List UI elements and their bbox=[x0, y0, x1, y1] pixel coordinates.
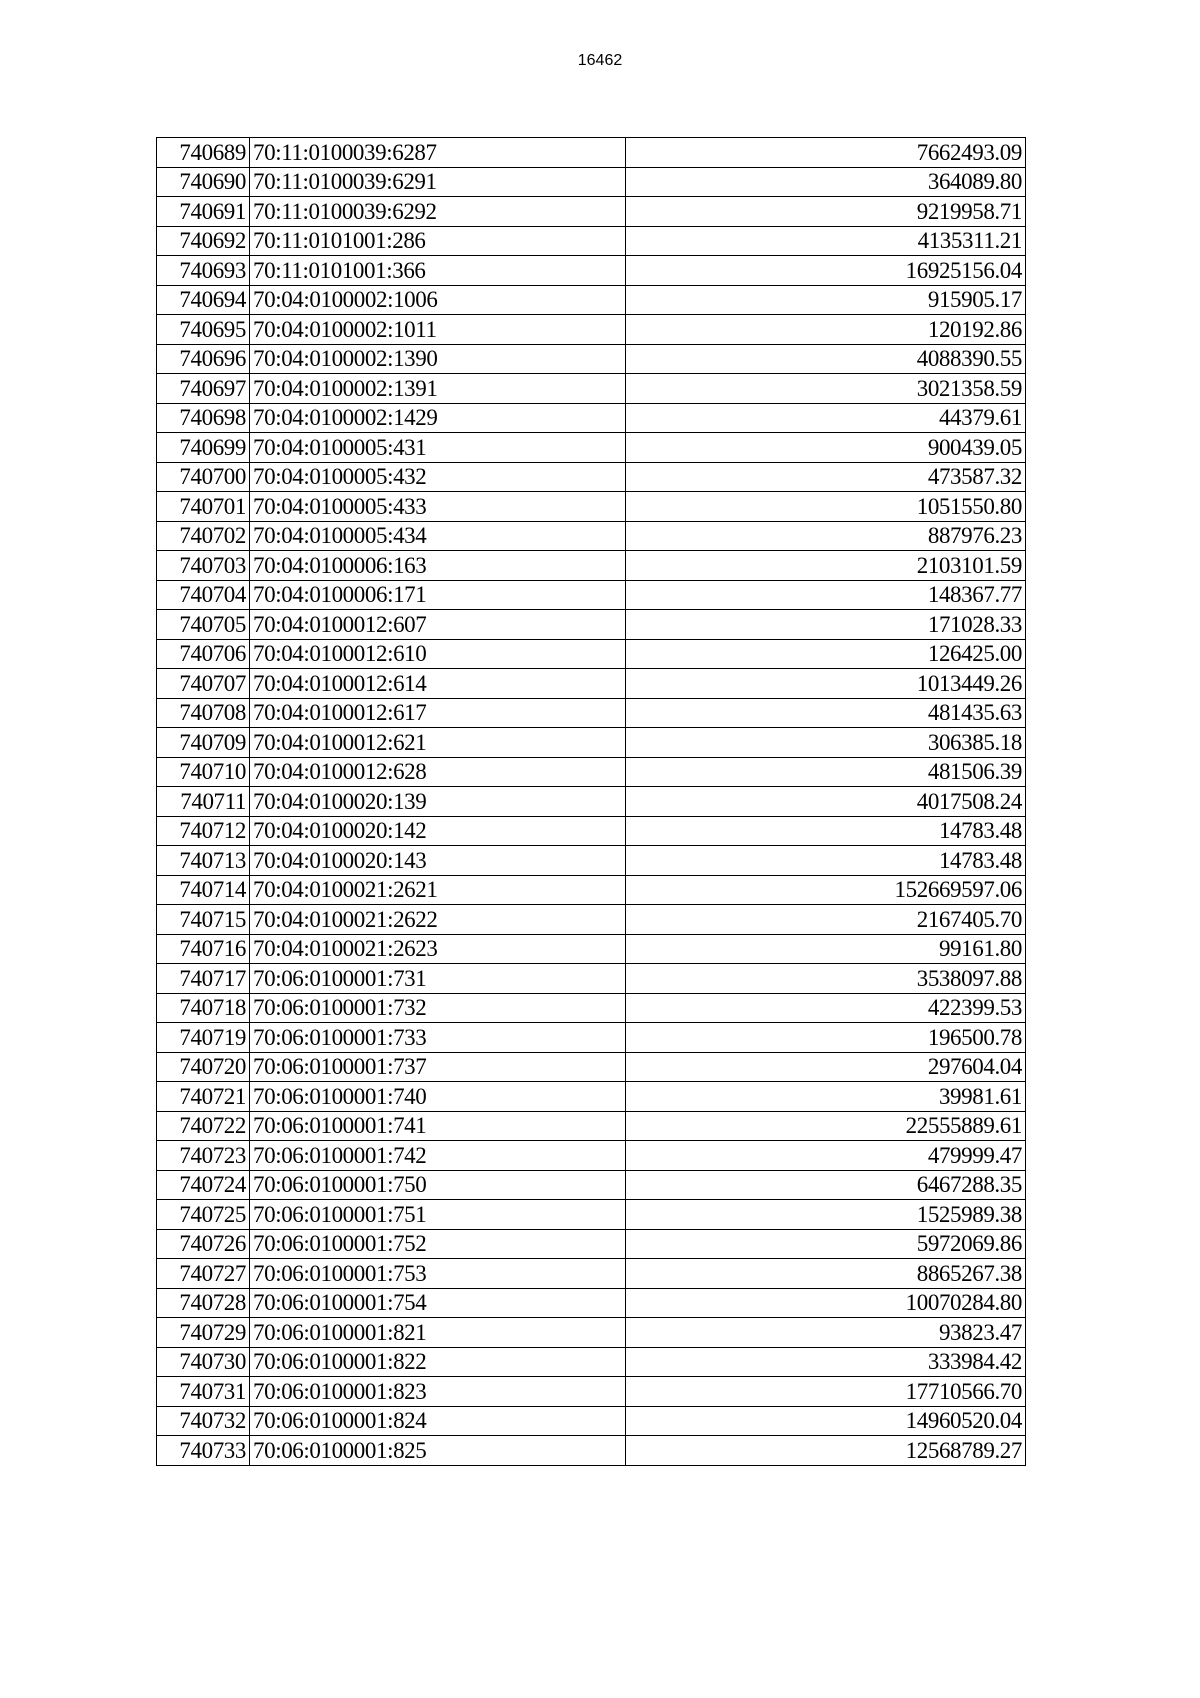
value-cell: 10070284.80 bbox=[626, 1288, 1026, 1318]
cadastral-number-cell: 70:04:0100002:1011 bbox=[250, 315, 626, 345]
row-number-cell: 740698 bbox=[157, 403, 250, 433]
cadastral-number-cell: 70:06:0100001:733 bbox=[250, 1023, 626, 1053]
row-number-cell: 740699 bbox=[157, 433, 250, 463]
value-cell: 196500.78 bbox=[626, 1023, 1026, 1053]
table-row bbox=[157, 315, 1026, 345]
cadastral-number-cell: 70:06:0100001:741 bbox=[250, 1111, 626, 1141]
row-number-cell: 740729 bbox=[157, 1318, 250, 1348]
table-row bbox=[157, 226, 1026, 256]
cadastral-number-cell: 70:06:0100001:823 bbox=[250, 1377, 626, 1407]
value-cell: 1525989.38 bbox=[626, 1200, 1026, 1230]
page-number: 16462 bbox=[577, 52, 623, 69]
cadastral-number-cell: 70:04:0100021:2622 bbox=[250, 905, 626, 935]
value-cell: 4017508.24 bbox=[626, 787, 1026, 817]
value-cell: 7662493.09 bbox=[626, 138, 1026, 168]
value-cell: 915905.17 bbox=[626, 285, 1026, 315]
value-cell: 2167405.70 bbox=[626, 905, 1026, 935]
cadastral-number-cell: 70:04:0100012:621 bbox=[250, 728, 626, 758]
row-number-cell: 740709 bbox=[157, 728, 250, 758]
row-number-cell: 740704 bbox=[157, 580, 250, 610]
registry-table bbox=[156, 137, 1026, 1466]
cadastral-number-cell: 70:04:0100020:142 bbox=[250, 816, 626, 846]
table-row bbox=[157, 285, 1026, 315]
cadastral-number-cell: 70:11:0100039:6291 bbox=[250, 167, 626, 197]
row-number-cell: 740725 bbox=[157, 1200, 250, 1230]
row-number-cell: 740733 bbox=[157, 1436, 250, 1466]
table-row bbox=[157, 1259, 1026, 1289]
cadastral-number-cell: 70:04:0100020:143 bbox=[250, 846, 626, 876]
cadastral-number-cell: 70:04:0100002:1006 bbox=[250, 285, 626, 315]
table-row bbox=[157, 521, 1026, 551]
row-number-cell: 740718 bbox=[157, 993, 250, 1023]
cadastral-number-cell: 70:04:0100021:2623 bbox=[250, 934, 626, 964]
row-number-cell: 740690 bbox=[157, 167, 250, 197]
cadastral-number-cell: 70:06:0100001:752 bbox=[250, 1229, 626, 1259]
table-row bbox=[157, 433, 1026, 463]
row-number-cell: 740719 bbox=[157, 1023, 250, 1053]
value-cell: 1051550.80 bbox=[626, 492, 1026, 522]
row-number-cell: 740723 bbox=[157, 1141, 250, 1171]
value-cell: 12568789.27 bbox=[626, 1436, 1026, 1466]
value-cell: 3021358.59 bbox=[626, 374, 1026, 404]
cadastral-number-cell: 70:04:0100012:628 bbox=[250, 757, 626, 787]
cadastral-number-cell: 70:04:0100002:1391 bbox=[250, 374, 626, 404]
value-cell: 8865267.38 bbox=[626, 1259, 1026, 1289]
table-row bbox=[157, 757, 1026, 787]
row-number-cell: 740731 bbox=[157, 1377, 250, 1407]
row-number-cell: 740714 bbox=[157, 875, 250, 905]
table-row bbox=[157, 964, 1026, 994]
table-row bbox=[157, 1082, 1026, 1112]
cadastral-number-cell: 70:04:0100005:431 bbox=[250, 433, 626, 463]
row-number-cell: 740706 bbox=[157, 639, 250, 669]
value-cell: 171028.33 bbox=[626, 610, 1026, 640]
table-row bbox=[157, 138, 1026, 168]
value-cell: 1013449.26 bbox=[626, 669, 1026, 699]
table-row bbox=[157, 462, 1026, 492]
table-row bbox=[157, 403, 1026, 433]
table-row bbox=[157, 1170, 1026, 1200]
row-number-cell: 740696 bbox=[157, 344, 250, 374]
cadastral-number-cell: 70:04:0100012:607 bbox=[250, 610, 626, 640]
value-cell: 99161.80 bbox=[626, 934, 1026, 964]
cadastral-number-cell: 70:04:0100012:610 bbox=[250, 639, 626, 669]
row-number-cell: 740726 bbox=[157, 1229, 250, 1259]
table-row bbox=[157, 905, 1026, 935]
value-cell: 422399.53 bbox=[626, 993, 1026, 1023]
value-cell: 148367.77 bbox=[626, 580, 1026, 610]
row-number-cell: 740695 bbox=[157, 315, 250, 345]
table-row bbox=[157, 610, 1026, 640]
cadastral-number-cell: 70:04:0100005:434 bbox=[250, 521, 626, 551]
row-number-cell: 740722 bbox=[157, 1111, 250, 1141]
row-number-cell: 740701 bbox=[157, 492, 250, 522]
table-row bbox=[157, 728, 1026, 758]
cadastral-number-cell: 70:06:0100001:731 bbox=[250, 964, 626, 994]
row-number-cell: 740724 bbox=[157, 1170, 250, 1200]
cadastral-number-cell: 70:04:0100006:171 bbox=[250, 580, 626, 610]
registry-table-body bbox=[157, 138, 1026, 1466]
row-number-cell: 740703 bbox=[157, 551, 250, 581]
cadastral-number-cell: 70:11:0101001:286 bbox=[250, 226, 626, 256]
value-cell: 481435.63 bbox=[626, 698, 1026, 728]
table-row bbox=[157, 1141, 1026, 1171]
value-cell: 14783.48 bbox=[626, 816, 1026, 846]
table-row bbox=[157, 167, 1026, 197]
row-number-cell: 740697 bbox=[157, 374, 250, 404]
value-cell: 152669597.06 bbox=[626, 875, 1026, 905]
row-number-cell: 740700 bbox=[157, 462, 250, 492]
table-row bbox=[157, 1318, 1026, 1348]
table-row bbox=[157, 875, 1026, 905]
value-cell: 14960520.04 bbox=[626, 1406, 1026, 1436]
value-cell: 39981.61 bbox=[626, 1082, 1026, 1112]
value-cell: 479999.47 bbox=[626, 1141, 1026, 1171]
table-row bbox=[157, 1200, 1026, 1230]
row-number-cell: 740728 bbox=[157, 1288, 250, 1318]
table-row bbox=[157, 1436, 1026, 1466]
table-row bbox=[157, 344, 1026, 374]
cadastral-number-cell: 70:06:0100001:825 bbox=[250, 1436, 626, 1466]
cadastral-number-cell: 70:04:0100021:2621 bbox=[250, 875, 626, 905]
row-number-cell: 740732 bbox=[157, 1406, 250, 1436]
value-cell: 297604.04 bbox=[626, 1052, 1026, 1082]
table-row bbox=[157, 993, 1026, 1023]
cadastral-number-cell: 70:06:0100001:751 bbox=[250, 1200, 626, 1230]
value-cell: 120192.86 bbox=[626, 315, 1026, 345]
row-number-cell: 740702 bbox=[157, 521, 250, 551]
cadastral-number-cell: 70:04:0100012:617 bbox=[250, 698, 626, 728]
table-row bbox=[157, 816, 1026, 846]
cadastral-number-cell: 70:06:0100001:821 bbox=[250, 1318, 626, 1348]
row-number-cell: 740717 bbox=[157, 964, 250, 994]
table-row bbox=[157, 1052, 1026, 1082]
row-number-cell: 740727 bbox=[157, 1259, 250, 1289]
table-row bbox=[157, 1347, 1026, 1377]
cadastral-number-cell: 70:04:0100002:1429 bbox=[250, 403, 626, 433]
value-cell: 3538097.88 bbox=[626, 964, 1026, 994]
value-cell: 2103101.59 bbox=[626, 551, 1026, 581]
value-cell: 14783.48 bbox=[626, 846, 1026, 876]
value-cell: 17710566.70 bbox=[626, 1377, 1026, 1407]
row-number-cell: 740707 bbox=[157, 669, 250, 699]
table-row bbox=[157, 934, 1026, 964]
cadastral-number-cell: 70:11:0101001:366 bbox=[250, 256, 626, 286]
cadastral-number-cell: 70:04:0100006:163 bbox=[250, 551, 626, 581]
value-cell: 306385.18 bbox=[626, 728, 1026, 758]
cadastral-number-cell: 70:06:0100001:742 bbox=[250, 1141, 626, 1171]
table-row bbox=[157, 1229, 1026, 1259]
cadastral-number-cell: 70:04:0100005:433 bbox=[250, 492, 626, 522]
row-number-cell: 740710 bbox=[157, 757, 250, 787]
table-row bbox=[157, 846, 1026, 876]
value-cell: 333984.42 bbox=[626, 1347, 1026, 1377]
cadastral-number-cell: 70:06:0100001:753 bbox=[250, 1259, 626, 1289]
cadastral-number-cell: 70:06:0100001:737 bbox=[250, 1052, 626, 1082]
cadastral-number-cell: 70:06:0100001:822 bbox=[250, 1347, 626, 1377]
table-row bbox=[157, 1406, 1026, 1436]
value-cell: 900439.05 bbox=[626, 433, 1026, 463]
table-row bbox=[157, 197, 1026, 227]
table-row bbox=[157, 256, 1026, 286]
row-number-cell: 740712 bbox=[157, 816, 250, 846]
row-number-cell: 740716 bbox=[157, 934, 250, 964]
row-number-cell: 740689 bbox=[157, 138, 250, 168]
table-row bbox=[157, 580, 1026, 610]
table-row bbox=[157, 639, 1026, 669]
value-cell: 44379.61 bbox=[626, 403, 1026, 433]
row-number-cell: 740711 bbox=[157, 787, 250, 817]
cadastral-number-cell: 70:06:0100001:750 bbox=[250, 1170, 626, 1200]
table-row bbox=[157, 551, 1026, 581]
row-number-cell: 740694 bbox=[157, 285, 250, 315]
value-cell: 126425.00 bbox=[626, 639, 1026, 669]
cadastral-number-cell: 70:04:0100012:614 bbox=[250, 669, 626, 699]
table-row bbox=[157, 787, 1026, 817]
table-row bbox=[157, 1377, 1026, 1407]
value-cell: 481506.39 bbox=[626, 757, 1026, 787]
row-number-cell: 740692 bbox=[157, 226, 250, 256]
row-number-cell: 740713 bbox=[157, 846, 250, 876]
cadastral-number-cell: 70:04:0100020:139 bbox=[250, 787, 626, 817]
row-number-cell: 740721 bbox=[157, 1082, 250, 1112]
table-row bbox=[157, 1023, 1026, 1053]
value-cell: 887976.23 bbox=[626, 521, 1026, 551]
table-row bbox=[157, 669, 1026, 699]
cadastral-number-cell: 70:11:0100039:6292 bbox=[250, 197, 626, 227]
value-cell: 5972069.86 bbox=[626, 1229, 1026, 1259]
row-number-cell: 740691 bbox=[157, 197, 250, 227]
value-cell: 6467288.35 bbox=[626, 1170, 1026, 1200]
row-number-cell: 740715 bbox=[157, 905, 250, 935]
cadastral-number-cell: 70:04:0100002:1390 bbox=[250, 344, 626, 374]
cadastral-number-cell: 70:04:0100005:432 bbox=[250, 462, 626, 492]
cadastral-number-cell: 70:06:0100001:754 bbox=[250, 1288, 626, 1318]
row-number-cell: 740730 bbox=[157, 1347, 250, 1377]
value-cell: 22555889.61 bbox=[626, 1111, 1026, 1141]
value-cell: 473587.32 bbox=[626, 462, 1026, 492]
table-row bbox=[157, 1111, 1026, 1141]
row-number-cell: 740708 bbox=[157, 698, 250, 728]
cadastral-number-cell: 70:06:0100001:732 bbox=[250, 993, 626, 1023]
value-cell: 4088390.55 bbox=[626, 344, 1026, 374]
value-cell: 93823.47 bbox=[626, 1318, 1026, 1348]
value-cell: 364089.80 bbox=[626, 167, 1026, 197]
table-row bbox=[157, 698, 1026, 728]
cadastral-number-cell: 70:06:0100001:824 bbox=[250, 1406, 626, 1436]
table-row bbox=[157, 492, 1026, 522]
value-cell: 9219958.71 bbox=[626, 197, 1026, 227]
row-number-cell: 740720 bbox=[157, 1052, 250, 1082]
cadastral-number-cell: 70:06:0100001:740 bbox=[250, 1082, 626, 1112]
value-cell: 4135311.21 bbox=[626, 226, 1026, 256]
value-cell: 16925156.04 bbox=[626, 256, 1026, 286]
table-row bbox=[157, 374, 1026, 404]
row-number-cell: 740705 bbox=[157, 610, 250, 640]
cadastral-number-cell: 70:11:0100039:6287 bbox=[250, 138, 626, 168]
table-row bbox=[157, 1288, 1026, 1318]
row-number-cell: 740693 bbox=[157, 256, 250, 286]
